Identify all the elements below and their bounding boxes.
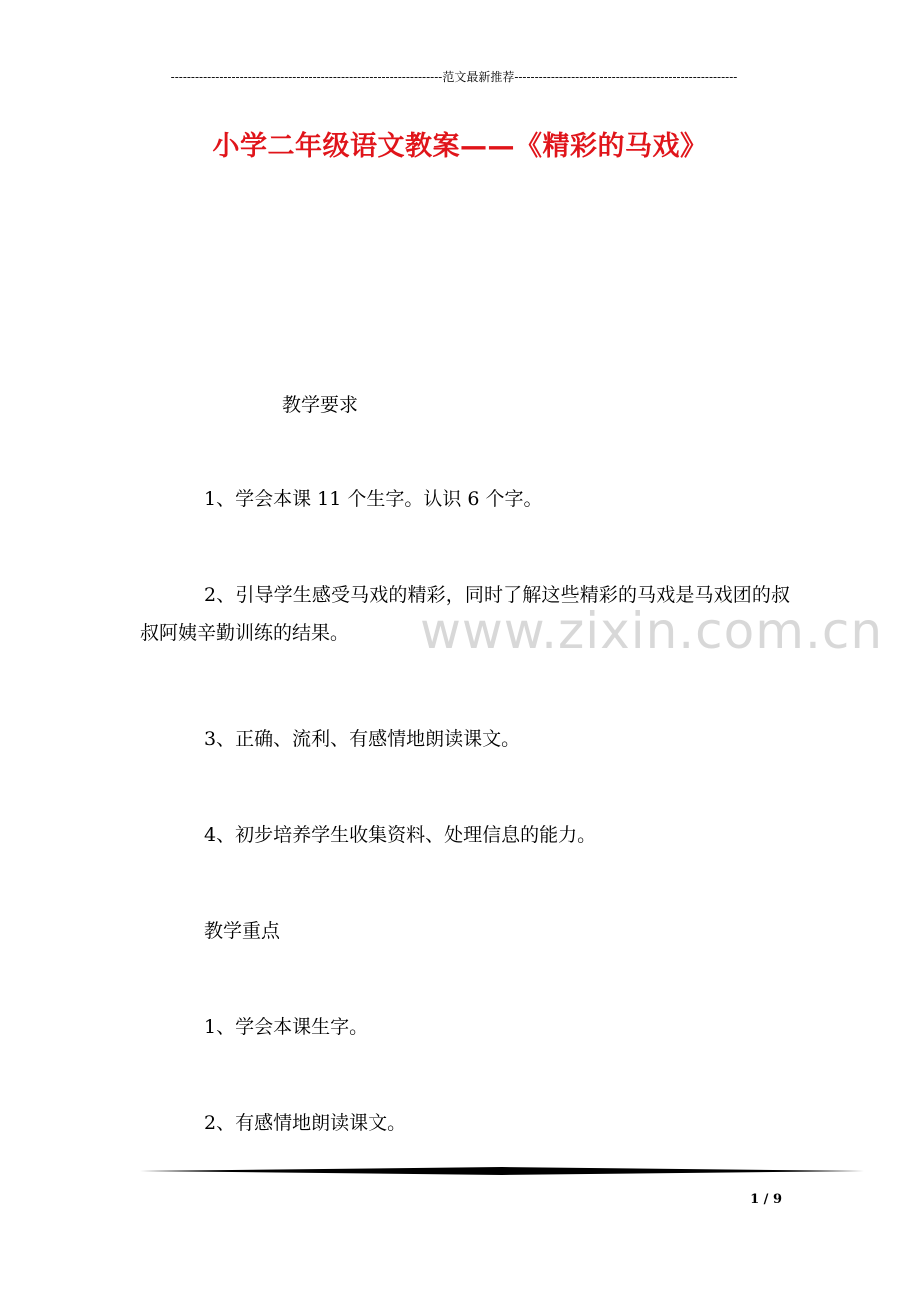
paragraph: 2、有感情地朗读课文。 bbox=[204, 1112, 407, 1134]
page-number: 1 / 9 bbox=[750, 1192, 782, 1207]
section-heading: 教学重点 bbox=[204, 920, 281, 942]
section-heading: 教学要求 bbox=[282, 394, 359, 416]
paragraph: 1、学会本课生字。 bbox=[204, 1016, 369, 1038]
document-title: 小学二年级语文教案——《精彩的马戏》 bbox=[212, 131, 708, 162]
paragraph: 3、正确、流利、有感情地朗读课文。 bbox=[204, 728, 521, 750]
paragraph: 4、初步培养学生收集资料、处理信息的能力。 bbox=[204, 824, 597, 846]
paragraph: 2、引导学生感受马戏的精彩，同时了解这些精彩的马戏是马戏团的叔叔阿姨辛勤训练的结果。 bbox=[140, 584, 790, 644]
page-header: -------------------------------------------------------------------范文最新推荐------------------------------------------------------- bbox=[170, 70, 738, 84]
watermark: www.zixin.com.cn bbox=[420, 602, 884, 660]
footer-rule bbox=[140, 1164, 864, 1178]
paragraph: 1、学会本课 11 个生字。认识 6 个字。 bbox=[204, 488, 543, 510]
